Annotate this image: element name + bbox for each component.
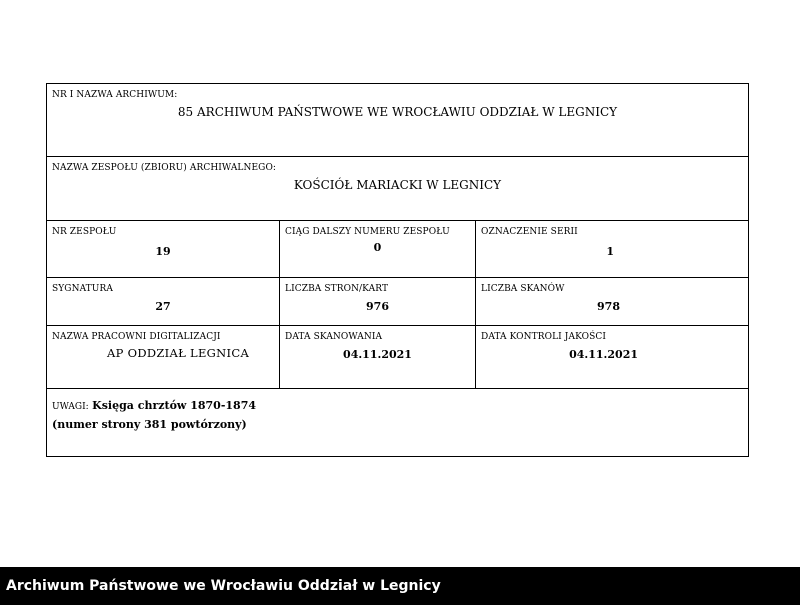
remarks-block <box>52 397 256 433</box>
scan-date-label: DATA SKANOWANIA <box>285 332 383 342</box>
studio-label: NAZWA PRACOWNI DIGITALIZACJI <box>52 332 221 342</box>
remarks-cell <box>47 389 748 458</box>
series-mark-label: OZNACZENIE SERII <box>481 227 578 237</box>
signature-value: 27 <box>155 300 171 313</box>
qc-date-cell <box>475 326 748 388</box>
fonds-continuation-label: CIĄG DALSZY NUMERU ZESPOŁU <box>285 227 450 237</box>
remarks-row <box>47 389 748 458</box>
fonds-number-label: NR ZESPOŁU <box>52 227 117 237</box>
qc-date-value: 04.11.2021 <box>569 348 638 361</box>
fonds-name-cell <box>47 157 748 220</box>
fonds-name-label: NAZWA ZESPOŁU (ZBIORU) ARCHIWALNEGO: <box>52 163 277 173</box>
remarks-label: UWAGI: <box>52 402 89 412</box>
metadata-card <box>46 83 749 457</box>
qc-date-label: DATA KONTROLI JAKOŚCI <box>481 332 607 342</box>
series-mark-value: 1 <box>606 245 614 258</box>
fonds-number-row <box>47 221 748 278</box>
scan-date-value: 04.11.2021 <box>343 348 412 361</box>
digitization-row <box>47 326 748 389</box>
studio-cell <box>47 326 279 388</box>
pages-cell <box>279 278 475 325</box>
archive-row <box>47 84 748 157</box>
pages-label: LICZBA STRON/KART <box>285 284 389 294</box>
fonds-continuation-value: 0 <box>373 241 382 254</box>
remarks-line-1: Księga chrztów 1870-1874 <box>92 399 257 412</box>
fonds-name-value: KOŚCIÓŁ MARIACKI W LEGNICY <box>293 178 502 192</box>
signature-row <box>47 278 748 326</box>
scan-date-cell <box>279 326 475 388</box>
archive-label: NR I NAZWA ARCHIWUM: <box>52 90 178 100</box>
footer-banner: Archiwum Państwowe we Wrocławiu Oddział w Legnicy <box>0 567 800 605</box>
archive-value: 85 ARCHIWUM PAŃSTWOWE WE WROCŁAWIU ODDZIAŁ W LEGNICY <box>177 105 618 119</box>
series-mark-cell <box>475 221 748 277</box>
pages-value: 976 <box>366 300 389 313</box>
signature-label: SYGNATURA <box>52 284 113 294</box>
scans-cell <box>475 278 748 325</box>
fonds-number-cell <box>47 221 279 277</box>
archive-cell <box>47 84 748 156</box>
signature-cell <box>47 278 279 325</box>
fonds-name-row <box>47 157 748 221</box>
fonds-number-value: 19 <box>155 245 171 258</box>
scans-label: LICZBA SKANÓW <box>481 284 565 294</box>
scans-value: 978 <box>597 300 620 313</box>
studio-value: AP ODDZIAŁ LEGNICA <box>107 346 250 360</box>
fonds-continuation-cell <box>279 221 475 277</box>
remarks-line-2: (numer strony 381 powtórzony) <box>52 418 247 431</box>
